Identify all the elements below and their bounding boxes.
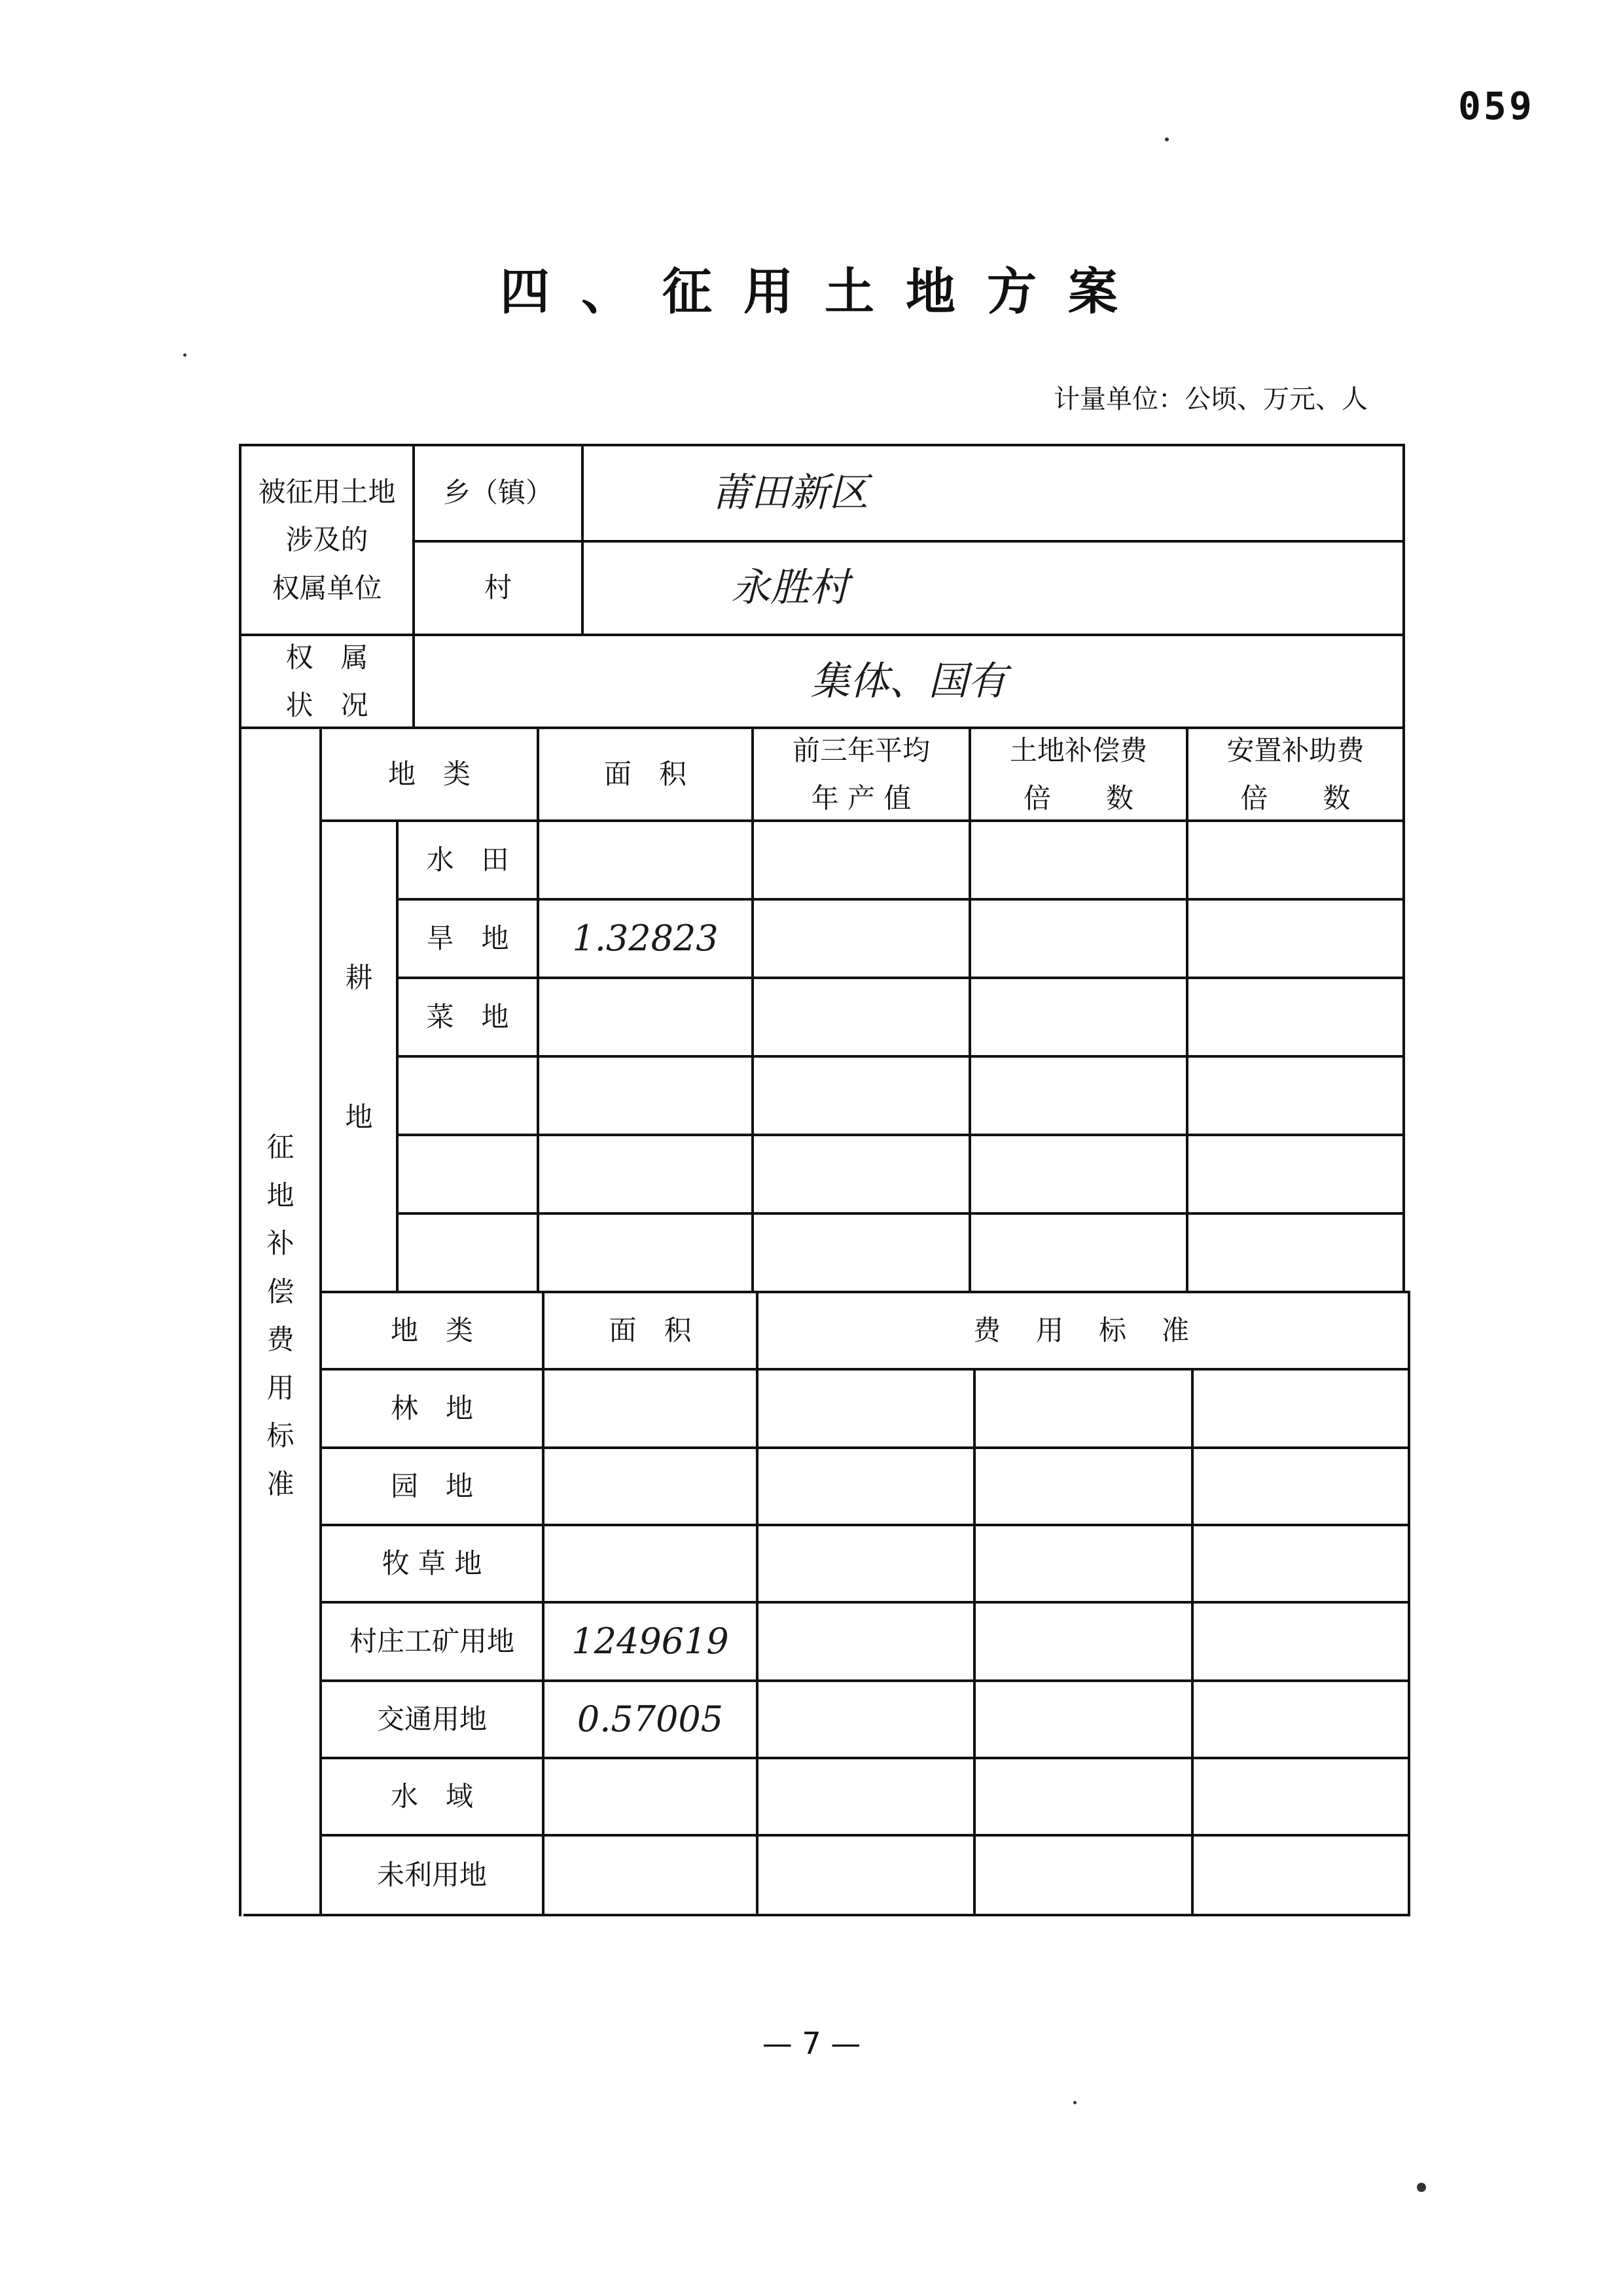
cultivated-land-label (322, 916, 396, 1178)
row-area (544, 1759, 756, 1834)
footer-page-number: — 7 — (762, 2026, 861, 2061)
page-title: 四、征用土地方案 (500, 262, 1149, 321)
rule (756, 1291, 758, 1916)
row-area: 1.32823 (572, 917, 719, 959)
row-type (399, 1136, 537, 1212)
header-avg-output (754, 729, 969, 819)
row-area (544, 1526, 756, 1601)
header-line: 前三年平均 (792, 734, 930, 766)
row-type: 旱 地 (426, 922, 509, 954)
side-char: 地 (266, 1179, 294, 1211)
village-value: 永胜村 (731, 565, 849, 611)
header-land-compensation (971, 729, 1186, 819)
row-type: 未利用地 (376, 1858, 487, 1891)
ownership-status-label (241, 636, 412, 726)
label-line: 状 况 (285, 689, 368, 721)
scan-speck (1165, 137, 1169, 141)
row-area (539, 979, 751, 1055)
label-line: 被征用土地 (258, 475, 396, 508)
village-label: 村 (484, 571, 512, 604)
label-line: 涉及的 (285, 524, 368, 556)
side-char: 准 (266, 1467, 294, 1500)
scan-speck (1417, 2183, 1426, 2192)
header-line: 土地补偿费 (1009, 734, 1147, 766)
row-type: 菜 地 (426, 1000, 509, 1033)
unit-label: 计量单位：公顷、万元、人 (1054, 384, 1368, 414)
side-char: 费 (266, 1323, 294, 1355)
side-char: 补 (266, 1227, 294, 1259)
side-char: 偿 (266, 1275, 294, 1308)
row-type: 牧 草 地 (382, 1547, 482, 1579)
row-area (539, 822, 751, 898)
row-type: 水 田 (426, 843, 509, 876)
header-land-type: 地 类 (387, 757, 471, 790)
header2-fee-standard: 费 用 标 准 (972, 1314, 1193, 1346)
header2-area: 面 积 (609, 1314, 692, 1346)
scan-speck (183, 353, 187, 357)
page-number-top: 059 (1458, 84, 1535, 128)
row-area: 0.57005 (577, 1698, 724, 1740)
rule (1402, 444, 1405, 1292)
row-type (399, 1215, 537, 1291)
header-line: 倍 数 (1240, 782, 1351, 814)
rule (973, 1368, 976, 1916)
label-line: 权属单位 (272, 571, 382, 604)
row-type: 交通用地 (376, 1702, 487, 1735)
header-resettlement (1188, 729, 1402, 819)
row-type: 林 地 (390, 1391, 473, 1424)
ownership-status-value: 集体、国有 (810, 658, 1007, 704)
row-type: 村庄工矿用地 (349, 1624, 514, 1657)
row-type: 园 地 (390, 1469, 473, 1502)
side-char: 征 (266, 1131, 294, 1163)
row-area (539, 1058, 751, 1134)
rule (1408, 1291, 1410, 1916)
row-area: 1249619 (571, 1620, 729, 1662)
scan-speck (1073, 2101, 1077, 2104)
side-char: 地 (345, 1101, 373, 1133)
township-label: 乡（镇） (442, 476, 553, 509)
township-value: 莆田新区 (711, 470, 868, 516)
header-area: 面 积 (603, 757, 687, 790)
header-line: 年 产 值 (811, 782, 912, 814)
side-char: 用 (266, 1371, 294, 1404)
row-type (399, 1058, 537, 1134)
rule (243, 1914, 1410, 1916)
row-area (544, 1449, 756, 1524)
row-type: 水 域 (390, 1780, 473, 1812)
compensation-side-label (241, 1073, 319, 1558)
rule (1191, 1368, 1194, 1916)
row-area (544, 1837, 756, 1914)
ownership-units-label (241, 446, 412, 634)
side-char: 耕 (345, 961, 373, 994)
side-char: 标 (266, 1420, 294, 1452)
header-line: 安置补助费 (1226, 734, 1364, 766)
header2-land-type: 地 类 (390, 1314, 473, 1346)
row-area (544, 1371, 756, 1446)
header-line: 倍 数 (1023, 782, 1133, 814)
label-line: 权 属 (285, 641, 368, 673)
row-area (539, 1136, 751, 1212)
row-area (539, 1215, 751, 1291)
